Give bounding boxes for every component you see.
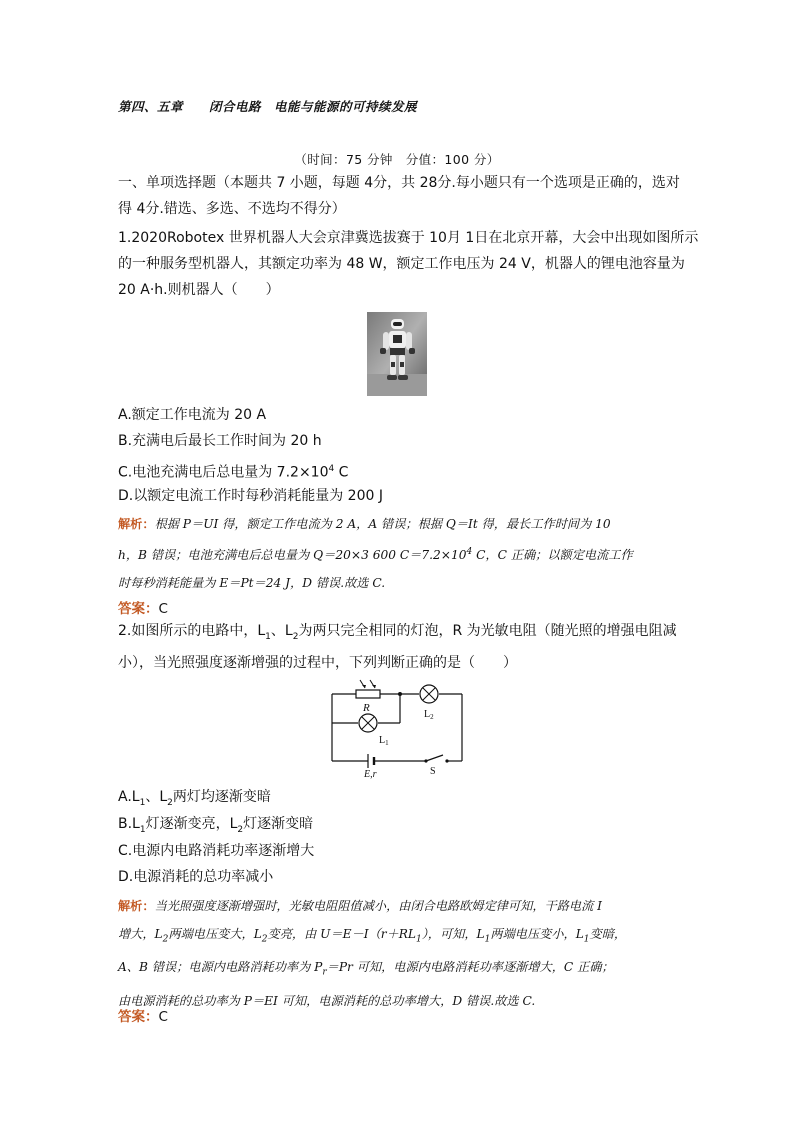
q2-opt-b-sub1: 1 bbox=[139, 824, 146, 835]
q1-answer-value: C bbox=[158, 601, 168, 617]
q2-stem-text-a: 2.如图所示的电路中，L bbox=[118, 623, 266, 639]
q1-explain-line-3: 时每秒消耗能量为 E＝Pt＝24 J，D 错误.故选 C. bbox=[118, 576, 386, 591]
q2-opt-a-1: A.L bbox=[118, 789, 140, 805]
q2-stem-line-1 bbox=[118, 618, 678, 650]
section-heading bbox=[118, 170, 678, 222]
q2-option-d: D.电源消耗的总功率减小 bbox=[118, 869, 274, 885]
section-heading-line-2: 得 4分.错选、多选、不选均不得分） bbox=[118, 201, 346, 217]
q1-answer-label: 答案： bbox=[118, 601, 159, 617]
q1-option-c-text: C.电池充满电后总电量为 7.2×10 bbox=[118, 464, 329, 481]
lamp-l2-symbol bbox=[420, 685, 438, 703]
q2-ex2-sub2: 2 bbox=[261, 934, 268, 945]
circuit-diagram bbox=[330, 676, 470, 780]
photoresistor-symbol bbox=[356, 690, 380, 698]
q2-opt-a-3: 两灯均逐渐变暗 bbox=[172, 789, 271, 805]
q2-ex2-sub5: 1 bbox=[583, 934, 590, 945]
q1-stem-line-3: 20 A·h.则机器人（ ） bbox=[118, 282, 280, 298]
q2-ex2-sub3: 1 bbox=[415, 934, 422, 945]
q1-option-d: D.以额定电流工作时每秒消耗能量为 200 J bbox=[118, 488, 383, 504]
label-emf: E,r bbox=[364, 769, 377, 780]
q2-stem-text-c: 为两只完全相同的灯泡，R 为光敏电阻（随光照的增强电阻减 bbox=[298, 623, 677, 639]
q2-ex3-a: A、B 错误；电源内电路消耗功率为 P bbox=[118, 960, 323, 975]
q2-opt-a-2: 、L bbox=[145, 789, 168, 805]
question-1-stem bbox=[118, 225, 699, 303]
q1-explain-text-2a: h，B 错误；电池充满电后总电量为 Q＝20×3 600 C＝7.2×10 bbox=[118, 548, 467, 563]
q2-explain-text-1: 当光照强度逐渐增强时，光敏电阻阻值减小，由闭合电路欧姆定律可知，干路电流 I bbox=[154, 899, 603, 913]
label-s: S bbox=[430, 766, 436, 777]
robot-photo bbox=[367, 312, 427, 396]
battery-symbol bbox=[368, 754, 374, 768]
chapter-title bbox=[118, 97, 417, 115]
q2-stem-sub-1: 1 bbox=[265, 631, 271, 642]
q2-answer bbox=[118, 1005, 168, 1025]
q1-explain-label: 解析： bbox=[118, 517, 155, 531]
junction-dot bbox=[398, 692, 402, 696]
q2-opt-a-sub2: 2 bbox=[167, 797, 173, 808]
q1-explain-text-1: 根据 P＝UI 得，额定工作电流为 2 A，A 错误；根据 Q＝It 得，最长工作时间为 10 bbox=[154, 517, 611, 531]
lamp-l1-symbol bbox=[359, 714, 377, 732]
label-r: R bbox=[363, 702, 370, 714]
q2-answer-label: 答案： bbox=[118, 1009, 159, 1025]
label-l2: $L_2$ bbox=[424, 709, 434, 721]
chapter-topic: 闭合电路 电能与能源的可持续发展 bbox=[209, 99, 418, 114]
q1-explain-text-2b: C，C 正确；以额定电流工作 bbox=[472, 548, 633, 563]
q2-stem-text-b: 、L bbox=[270, 623, 293, 639]
q2-explain-line-3 bbox=[118, 953, 680, 986]
q1-option-c-unit: C bbox=[334, 464, 349, 481]
question-2-stem bbox=[118, 618, 678, 676]
q2-ex2-sub4: 1 bbox=[484, 934, 491, 945]
q2-explain-line-4: 由电源消耗的总功率为 P＝EI 可知，电源消耗的总功率增大，D 错误.故选 C. bbox=[118, 993, 536, 1008]
q2-stem-sub-2: 2 bbox=[292, 631, 299, 642]
exam-time-info: （时间：75 分钟 分值：100 分） bbox=[294, 152, 500, 167]
chapter-number: 第四、五章 bbox=[118, 99, 184, 114]
q2-ex2-sub1: 2 bbox=[162, 934, 169, 945]
q2-explain-line-2 bbox=[118, 920, 680, 953]
q2-opt-b-3: 灯逐渐变暗 bbox=[243, 816, 314, 832]
q2-opt-b-sub2: 2 bbox=[237, 824, 244, 835]
q1-answer bbox=[118, 597, 168, 617]
q2-ex2-e: 两端电压变小，L bbox=[490, 927, 584, 941]
switch-symbol bbox=[424, 755, 448, 763]
q1-explain-exponent: 4 bbox=[466, 547, 473, 557]
q2-explain-label: 解析： bbox=[118, 899, 155, 913]
robot-image bbox=[367, 312, 427, 396]
q2-ex2-c: 变亮，由 U＝E－I（r＋RL bbox=[267, 927, 416, 941]
q1-option-c-exponent: 4 bbox=[328, 464, 335, 474]
q2-ex2-f: 变暗， bbox=[589, 927, 627, 941]
q2-ex2-d: ），可知，L bbox=[421, 927, 485, 941]
q1-explanation bbox=[118, 510, 680, 597]
q2-explain-line-1 bbox=[118, 892, 680, 920]
q2-opt-a-sub1: 1 bbox=[139, 797, 146, 808]
section-heading-line-1: 一、单项选择题（本题共 7 小题，每题 4分，共 28分.每小题只有一个选项是正确的，选对 bbox=[118, 175, 680, 191]
q2-ex3-sub: r bbox=[322, 967, 327, 978]
q2-ex2-a: 增大，L bbox=[118, 927, 163, 941]
q2-opt-b-1: B.L bbox=[118, 816, 140, 832]
q2-explanation bbox=[118, 892, 680, 1015]
q2-option-c: C.电源内电路消耗功率逐渐增大 bbox=[118, 843, 315, 859]
q1-stem-line-1: 1.2020Robotex 世界机器人大会京津冀选拔赛于 10月 1日在北京开幕，大会中出现如图所示 bbox=[118, 230, 699, 246]
circuit-svg bbox=[330, 676, 470, 780]
q1-option-a: A.额定工作电流为 20 A bbox=[118, 407, 267, 423]
q2-ex3-b: ＝Pr 可知，电源内电路消耗功率逐渐增大，C 正确； bbox=[326, 960, 614, 975]
q1-explain-line-1 bbox=[118, 510, 680, 538]
q1-option-b: B.充满电后最长工作时间为 20 h bbox=[118, 433, 322, 449]
q1-explain-line-2 bbox=[118, 538, 680, 569]
q2-answer-value: C bbox=[158, 1009, 168, 1025]
q1-stem-line-2: 的一种服务型机器人，其额定功率为 48 W，额定工作电压为 24 V，机器人的锂电池容量为 bbox=[118, 256, 685, 272]
q2-ex2-b: 两端电压变大，L bbox=[168, 927, 262, 941]
q2-opt-b-2: 灯逐渐变亮，L bbox=[145, 816, 238, 832]
label-l1: $L_1$ bbox=[379, 735, 389, 747]
q1-option-c bbox=[118, 456, 678, 486]
q2-stem-line-2: 小），当光照强度逐渐增强的过程中，下列判断正确的是（ ） bbox=[118, 654, 517, 671]
